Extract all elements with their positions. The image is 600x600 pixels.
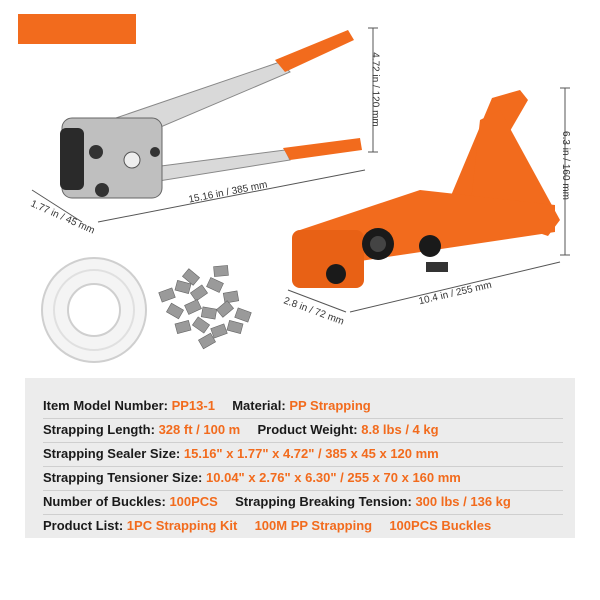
model-value: PP13-1 [171, 398, 215, 413]
tensioner-size-label: Strapping Tensioner Size: [43, 470, 203, 485]
spec-row-product-list [43, 514, 563, 538]
tensioner-size-value: 10.04" x 2.76" x 6.30" / 255 x 70 x 160 mm [206, 470, 461, 485]
spec-row-tensioner-size [43, 466, 563, 491]
pp-strap-coil-image [42, 258, 146, 362]
spec-row-sealer-size [43, 442, 563, 467]
buckles-label: Number of Buckles: [43, 494, 166, 509]
product-list-item-strapping: 100M PP Strapping [254, 518, 373, 533]
spec-row-model [43, 394, 563, 419]
tensioner-width-label: 2.8 in / 72 mm [282, 295, 346, 328]
specifications-panel [25, 378, 575, 538]
buckles-pile-image [159, 265, 252, 348]
material-value: PP Strapping [289, 398, 371, 413]
sealer-width-label: 1.77 in / 45 mm [28, 198, 97, 237]
length-label: Strapping Length: [43, 422, 155, 437]
strapping-sealer-image [60, 30, 362, 198]
product-list-label: Product List: [43, 518, 124, 533]
spec-row-buckles [43, 490, 563, 515]
tensioner-length-label: 10.4 in / 255 mm [417, 279, 493, 308]
sealer-height-label: 4.72 in / 120 mm [369, 52, 381, 127]
weight-value: 8.8 lbs / 4 kg [361, 422, 439, 437]
strapping-tensioner-image [292, 90, 560, 288]
material-label: Material: [232, 398, 286, 413]
sealer-size-label: Strapping Sealer Size: [43, 446, 181, 461]
buckles-value: 100PCS [169, 494, 218, 509]
tensioner-height-label: 6.3 in / 160 mm [559, 131, 571, 200]
breaking-tension-label: Strapping Breaking Tension: [235, 494, 412, 509]
weight-label: Product Weight: [257, 422, 358, 437]
breaking-tension-value: 300 lbs / 136 kg [415, 494, 511, 509]
length-value: 328 ft / 100 m [158, 422, 241, 437]
sealer-size-value: 15.16" x 1.77" x 4.72" / 385 x 45 x 120 mm [183, 446, 439, 461]
product-list-item-kit: 1PC Strapping Kit [126, 518, 238, 533]
product-list-item-buckles: 100PCS Buckles [389, 518, 492, 533]
spec-row-length [43, 418, 563, 443]
sealer-length-label: 15.16 in / 385 mm [187, 179, 269, 206]
model-label: Item Model Number: [43, 398, 168, 413]
